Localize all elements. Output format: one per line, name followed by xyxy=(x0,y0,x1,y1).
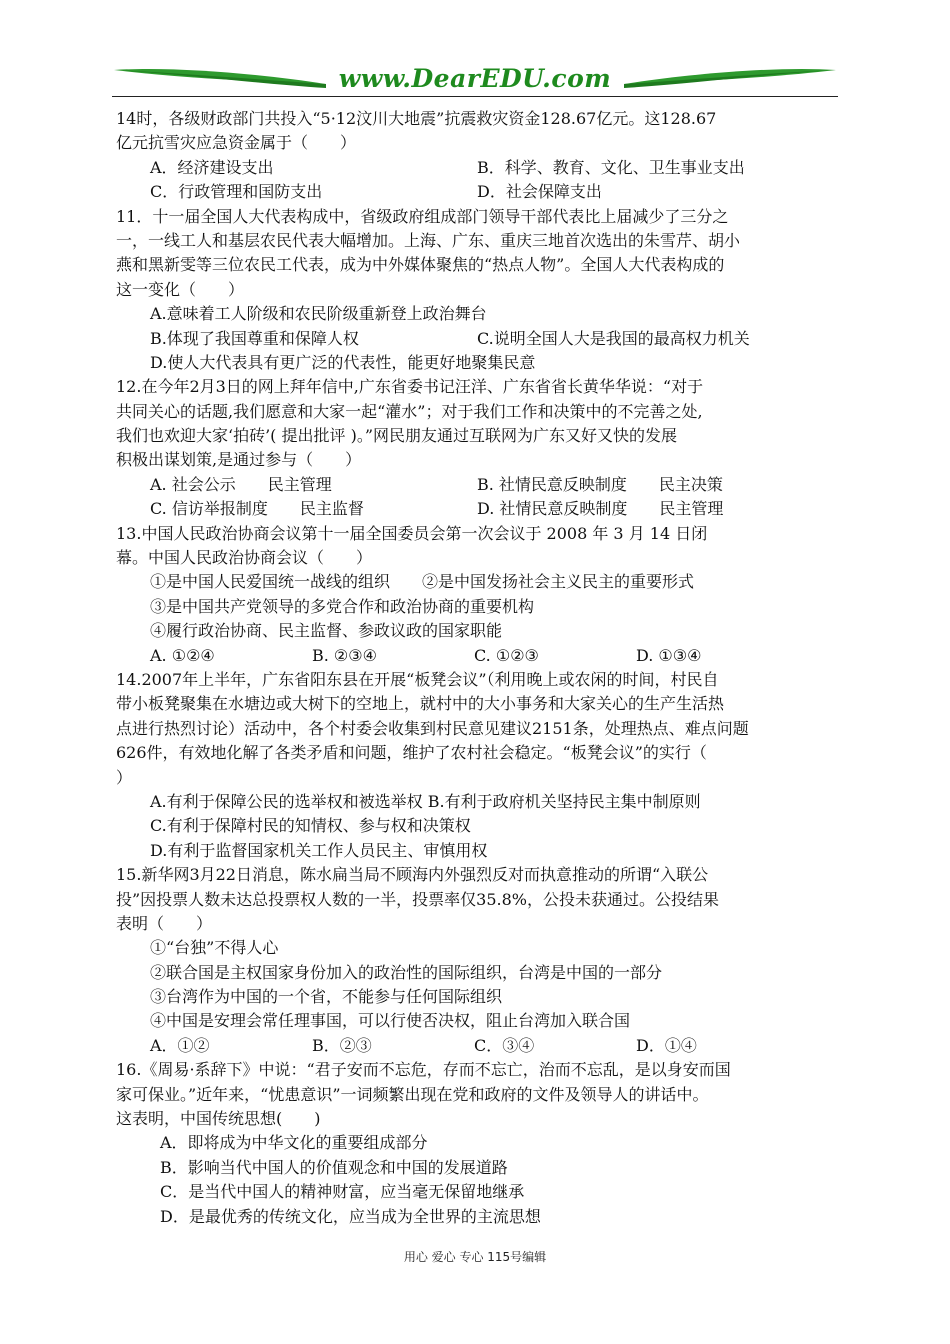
option-a: A.有利于保障公民的选举权和被选举权 xyxy=(150,791,423,811)
option-a: A．经济建设支出 xyxy=(150,157,274,177)
question-16 xyxy=(116,1058,842,1229)
option-b: B．影响当代中国人的价值观念和中国的发展道路 xyxy=(160,1157,508,1177)
option-row xyxy=(116,156,842,180)
option-d: D．社会保障支出 xyxy=(477,182,602,202)
statement-item: ②联合国是主权国家身份加入的政治性的国际组织，台湾是中国的一部分 xyxy=(150,962,663,982)
question-stem: 积极出谋划策,是通过参与（ ） xyxy=(116,450,362,470)
question-stem: 点进行热烈讨论）活动中，各个村委会收集到村民意见建议2151条，处理热点、难点问题 xyxy=(116,718,749,738)
option-d: D. 社情民意反映制度 民主管理 xyxy=(477,499,724,519)
option-row xyxy=(116,644,842,668)
question-stem: 投”因投票人数未达总投票权人数的一半，投票率仅35.8%，公投未获通过。公投结果 xyxy=(116,889,720,909)
question-stem: 16.《周易·系辞下》中说：“君子安而不忘危，存而不忘亡，治而不忘乱，是以身安而国 xyxy=(116,1060,731,1080)
question-stem: 626件，有效地化解了各类矛盾和问题，维护了农村社会稳定。“板凳会议”的实行（ xyxy=(116,743,707,763)
question-stem: 14.2007年上半年，广东省阳东县在开展“板凳会议”（利用晚上或农闲的时间，村民自 xyxy=(116,669,719,689)
question-stem: 12.在今年2月3日的网上拜年信中,广东省委书记汪洋、广东省省长黄华华说：“对于 xyxy=(116,377,704,397)
option-d: D．①④ xyxy=(636,1035,697,1055)
option-c: C. ①②③ xyxy=(474,645,539,665)
page-footer: 用心 爱心 专心 115号编辑 xyxy=(403,1250,547,1264)
question-15 xyxy=(116,863,842,1058)
question-stem: ） xyxy=(116,767,133,787)
question-stem: 幕。中国人民政治协商会议（ ） xyxy=(116,548,373,568)
question-13 xyxy=(116,522,842,668)
option-a: A．即将成为中华文化的重要组成部分 xyxy=(160,1133,428,1153)
question-stem: 11．十一届全国人大代表构成中，省级政府组成部门领导干部代表比上届减少了三分之 xyxy=(116,206,729,226)
question-stem: 这一变化（ ） xyxy=(116,279,245,299)
option-row xyxy=(116,327,842,351)
question-stem: 我们也欢迎大家‘拍砖’( 提出批评 )。”网民朋友通过互联网为广东又好又快的发展 xyxy=(116,426,678,446)
option-a: A．①② xyxy=(150,1035,210,1055)
question-14 xyxy=(116,668,842,863)
statement-item: ①“台独”不得人心 xyxy=(150,938,279,958)
site-logo: www.DearEDU.com xyxy=(338,64,612,93)
statement-item: ③是中国共产党领导的多党合作和政治协商的重要机构 xyxy=(150,596,535,616)
header-rule xyxy=(112,96,838,97)
option-row xyxy=(116,497,842,521)
question-stem: 亿元抗雪灾应急资金属于（ ） xyxy=(116,133,357,153)
statement-item: ④中国是安理会常任理事国，可以行使否决权，阻止台湾加入联合国 xyxy=(150,1011,631,1031)
option-c: C.有利于保障村民的知情权、参与权和决策权 xyxy=(150,816,471,836)
question-stem: 带小板凳聚集在水塘边或大树下的空地上，就村中的大小事务和大家关心的生产生活热 xyxy=(116,694,725,714)
option-a: A. 社会公示 民主管理 xyxy=(150,474,332,494)
question-stem: 燕和黑新雯等三位农民工代表，成为中外媒体聚焦的“热点人物”。全国人大代表构成的 xyxy=(116,255,725,275)
question-stem: 表明（ ） xyxy=(116,913,213,933)
statement-item: ④履行政治协商、民主监督、参政议政的国家职能 xyxy=(150,621,503,641)
option-d: D.使人大代表具有更广泛的代表性，能更好地聚集民意 xyxy=(150,352,536,372)
option-d: D．是最优秀的传统文化，应当成为全世界的主流思想 xyxy=(160,1206,541,1226)
option-d: D.有利于监督国家机关工作人员民主、审慎用权 xyxy=(150,840,488,860)
question-stem: 一，一线工人和基层农民代表大幅增加。上海、广东、重庆三地首次选出的朱雪芹、胡小 xyxy=(116,230,741,250)
question-stem: 家可保业。”近年来，“忧患意识”一词频繁出现在党和政府的文件及领导人的讲话中。 xyxy=(116,1084,709,1104)
option-b: B．②③ xyxy=(312,1035,372,1055)
option-row xyxy=(116,790,842,814)
option-row xyxy=(116,473,842,497)
option-a: A.意味着工人阶级和农民阶级重新登上政治舞台 xyxy=(150,304,487,324)
option-b: B．科学、教育、文化、卫生事业支出 xyxy=(477,157,745,177)
question-stem: 这表明，中国传统思想( ) xyxy=(116,1109,321,1129)
question-stem: 共同关心的话题,我们愿意和大家一起“灌水”；对于我们工作和决策中的不完善之处, xyxy=(116,401,703,421)
question-stem: 13.中国人民政治协商会议第十一届全国委员会第一次会议于 2008 年 3 月 14 日闭 xyxy=(116,523,708,543)
option-c: C．③④ xyxy=(474,1035,535,1055)
option-b: B.有利于政府机关坚持民主集中制原则 xyxy=(427,791,701,811)
question-11 xyxy=(116,205,842,376)
option-c: C．是当代中国人的精神财富，应当毫无保留地继承 xyxy=(160,1182,525,1202)
option-b: B. ②③④ xyxy=(312,645,377,665)
question-stem: 15.新华网3月22日消息，陈水扁当局不顾海内外强烈反对而执意推动的所谓“入联公 xyxy=(116,865,709,885)
option-b: B. 社情民意反映制度 民主决策 xyxy=(477,474,723,494)
option-row xyxy=(116,180,842,204)
question-content xyxy=(116,107,842,1229)
option-c: C. 信访举报制度 民主监督 xyxy=(150,499,364,519)
site-header xyxy=(112,62,838,98)
option-row xyxy=(116,1034,842,1058)
question-stem: 14时，各级财政部门共投入“5·12汶川大地震”抗震救灾资金128.67亿元。这128.67 xyxy=(116,109,717,128)
option-c: C．行政管理和国防支出 xyxy=(150,182,323,202)
option-c: C.说明全国人大是我国的最高权力机关 xyxy=(477,328,750,348)
option-d: D. ①③④ xyxy=(636,645,702,665)
option-b: B.体现了我国尊重和保障人权 xyxy=(150,328,359,348)
question-12 xyxy=(116,375,842,521)
option-a: A. ①②④ xyxy=(150,645,215,665)
question-10 xyxy=(116,107,842,205)
statement-item: ③台湾作为中国的一个省，不能参与任何国际组织 xyxy=(150,987,503,1007)
statement-item: ①是中国人民爱国统一战线的组织 ②是中国发扬社会主义民主的重要形式 xyxy=(150,572,695,592)
